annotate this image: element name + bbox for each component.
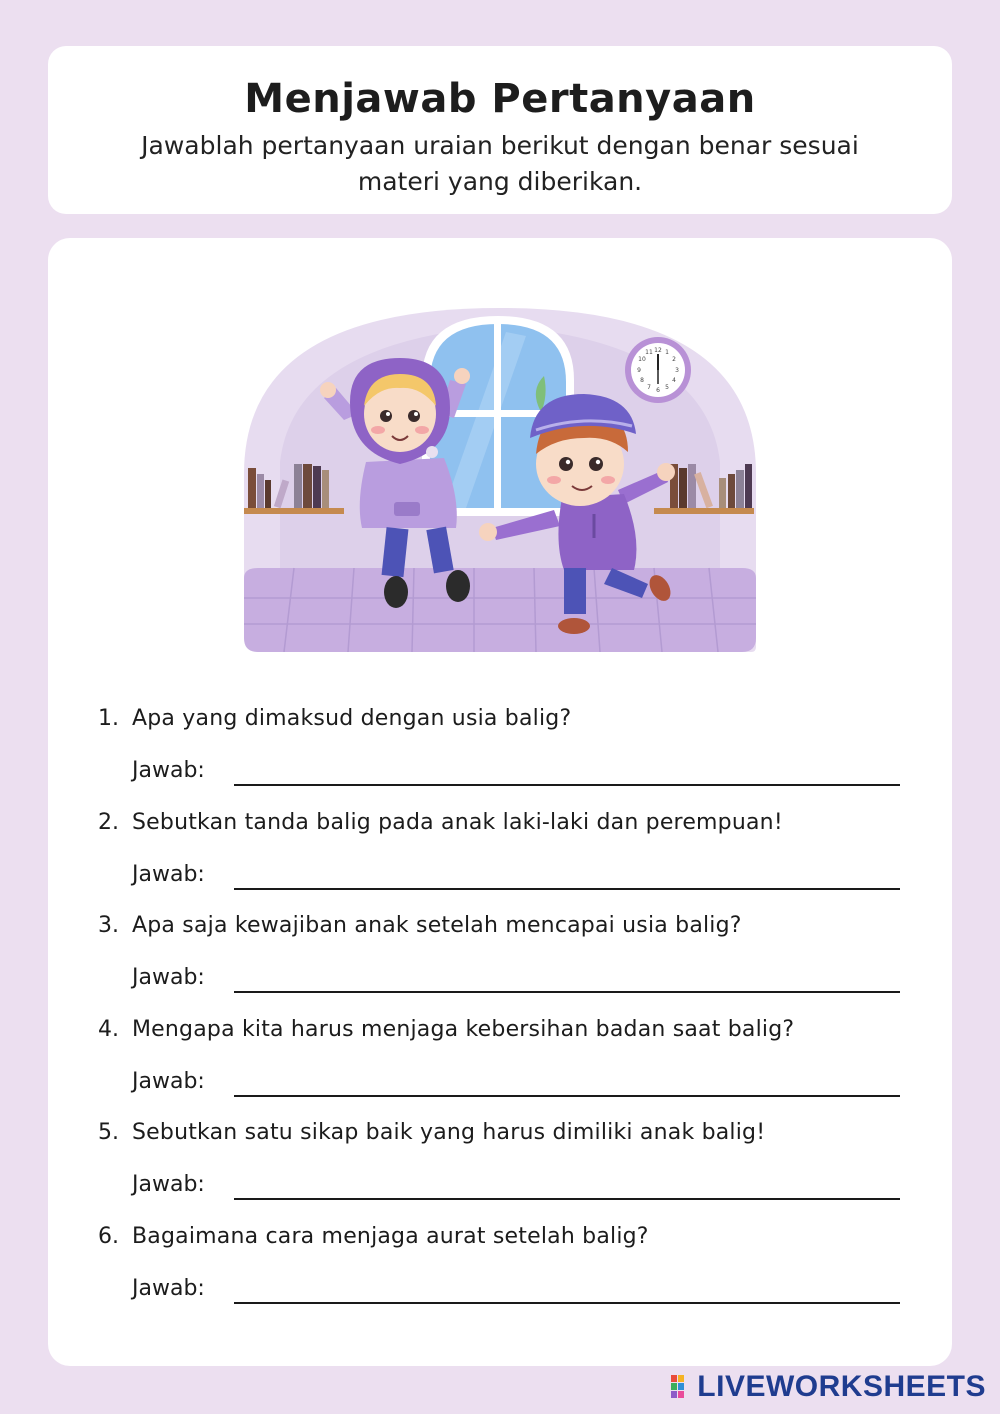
answer-field[interactable] — [234, 991, 900, 993]
answer-label: Jawab: — [132, 1068, 205, 1094]
question-item — [98, 1011, 900, 1115]
page-subtitle: Jawablah pertanyaan uraian berikut dengan benar sesuai materi yang diberikan. — [141, 131, 859, 196]
clock-numeral: 2 — [672, 356, 676, 363]
question-text: Apa yang dimaksud dengan usia balig? — [132, 706, 572, 731]
worksheet-card — [48, 238, 952, 1366]
answer-label: Jawab: — [132, 965, 205, 990]
liveworksheets-logo-icon — [671, 1375, 693, 1399]
question-number: 2. — [98, 809, 119, 835]
question-item — [98, 907, 900, 1011]
clock-numeral: 7 — [647, 384, 651, 391]
question-item — [98, 1218, 900, 1322]
clock-numeral: 10 — [638, 356, 646, 363]
question-item — [98, 700, 900, 804]
clock-numeral: 4 — [672, 377, 676, 384]
question-text: Sebutkan tanda balig pada anak laki-laki dan perempuan! — [132, 809, 783, 835]
page-title: Menjawab Pertanyaan — [244, 76, 756, 122]
clock-numeral: 9 — [637, 367, 641, 374]
answer-field[interactable] — [234, 1095, 900, 1097]
answer-field[interactable] — [234, 888, 900, 890]
answer-label: Jawab: — [132, 1275, 205, 1301]
clock-numeral: 8 — [640, 377, 644, 384]
question-item — [98, 1114, 900, 1218]
clock-numeral: 3 — [675, 367, 679, 374]
clock-numeral: 11 — [645, 349, 653, 356]
answer-field[interactable] — [234, 784, 900, 786]
answer-field[interactable] — [234, 1302, 900, 1304]
question-number: 3. — [98, 913, 119, 938]
question-number: 5. — [98, 1120, 119, 1145]
answer-label: Jawab: — [132, 861, 205, 887]
question-number: 6. — [98, 1223, 119, 1249]
question-text: Apa saja kewajiban anak setelah mencapai usia balig? — [132, 913, 742, 938]
answer-field[interactable] — [234, 1198, 900, 1200]
clock-numeral: 5 — [665, 384, 669, 391]
clock-numeral: 12 — [654, 347, 662, 354]
question-text: Mengapa kita harus menjaga kebersihan badan saat balig? — [132, 1016, 795, 1042]
clock-numeral: 1 — [665, 349, 669, 356]
clock-numeral: 6 — [656, 387, 660, 394]
header-card — [48, 46, 952, 214]
question-item — [98, 804, 900, 908]
answer-label: Jawab: — [132, 1172, 205, 1197]
liveworksheets-brand[interactable] — [671, 1370, 986, 1404]
question-number: 1. — [98, 706, 119, 731]
question-text: Bagaimana cara menjaga aurat setelah balig? — [132, 1223, 649, 1249]
question-number: 4. — [98, 1016, 119, 1042]
question-list — [98, 700, 900, 1321]
brand-name: LIVEWORKSHEETS — [697, 1370, 986, 1403]
answer-label: Jawab: — [132, 758, 205, 783]
illustration-children-playing — [244, 302, 756, 652]
question-text: Sebutkan satu sikap baik yang harus dimiliki anak balig! — [132, 1120, 766, 1145]
